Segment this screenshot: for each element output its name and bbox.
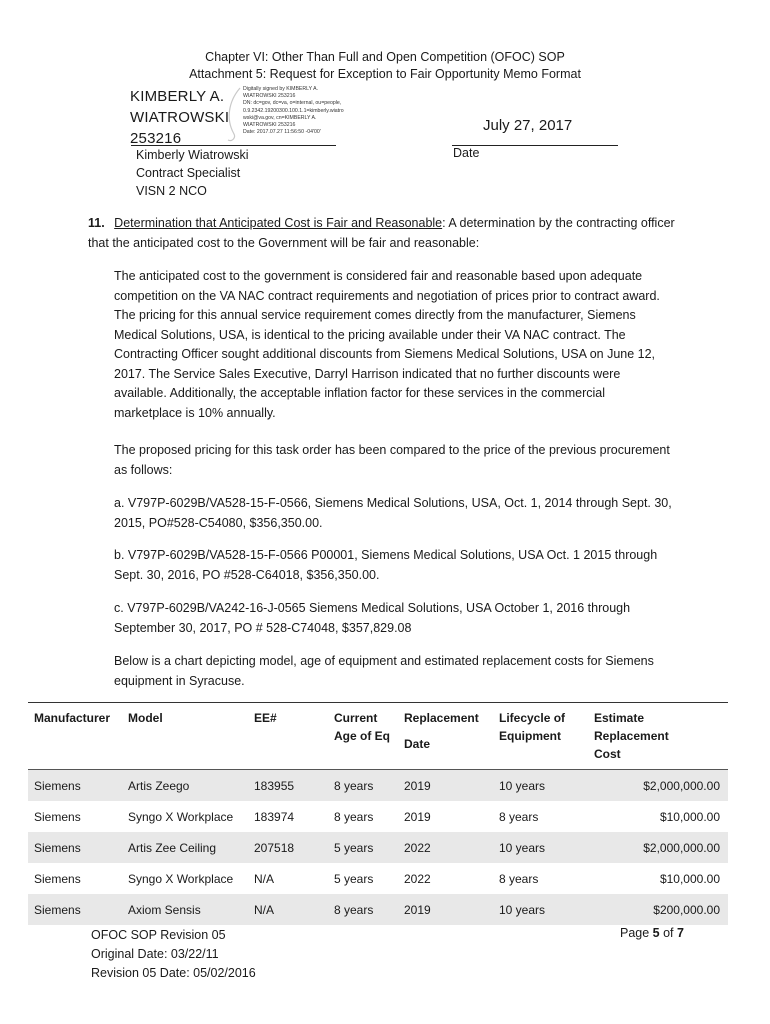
signer-info <box>136 146 249 200</box>
signature-name-line: 253216 <box>130 130 182 147</box>
header-attachment: Attachment 5: Request for Exception to Fair Opportunity Memo Format <box>189 67 581 81</box>
footer-line: OFOC SOP Revision 05 <box>91 928 226 942</box>
table-row: Siemens Syngo X Workplace 183974 8 years 2019 8 years $10,000.00 <box>34 809 720 824</box>
list-item-b: b. V797P-6029B/VA528-15-F-0566 P00001, Siemens Medical Solutions, USA Oct. 1 2015 through Sept. 30, 2016, PO #528-C64018, $356,350.00. <box>114 548 658 582</box>
section-11-heading <box>88 214 678 253</box>
col-replacement-date: Replacement Date <box>398 703 493 770</box>
section-title: Determination that Anticipated Cost is Fair and Reasonable <box>114 216 443 230</box>
signature-name-line: WIATROWSKI <box>130 109 230 126</box>
table-row: Siemens Syngo X Workplace N/A 5 years 2022 8 years $10,000.00 <box>34 871 720 886</box>
col-lifecycle: Lifecycle of Equipment <box>493 703 588 770</box>
header-chapter: Chapter VI: Other Than Full and Open Competition (OFOC) SOP <box>205 50 565 64</box>
list-item-a: a. V797P-6029B/VA528-15-F-0566, Siemens Medical Solutions, USA, Oct. 1, 2014 through Sept. 30, 2015, PO#528-C54080, $356,350.00. <box>114 496 672 530</box>
equipment-table <box>28 702 728 925</box>
section-intro: : A determination by the contracting officer that the anticipated cost to the Government will be fair and reasonable: <box>88 216 675 250</box>
footer-revision-info <box>91 926 256 983</box>
col-model: Model <box>122 703 248 770</box>
signer-title: Contract Specialist <box>136 166 241 180</box>
signature-name <box>130 86 229 149</box>
col-cost: Estimate Replacement Cost <box>588 703 728 770</box>
page-number: Page 5 of 7 <box>620 926 684 940</box>
paragraph-comparison: The proposed pricing for this task order has been compared to the price of the previous procurement as follows: <box>114 443 670 477</box>
list-item-c: c. V797P-6029B/VA242-16-J-0565 Siemens Medical Solutions, USA October 1, 2016 through September 30, 2017, PO # 528-C74048, $357,829.08 <box>114 601 631 635</box>
paragraph-fair-reasonable: The anticipated cost to the government is considered fair and reasonable based upon adequate competition on the VA NAC contract requirements and negotiation of prices prior to contract award. The pricing for this annual service requirement comes directly from the manufacturer, Siemens Medical Solutions, USA, is identical to the pricing available under their VA NAC contract. The Contracting Officer sought additional discounts from Siemens Medical Solutions, USA on June 12, 2017. The Service Sales Executive, Darryl Harrison indicated that no further discounts were available. Additionally, the acceptable inflation factor for these services in the commercial marketplace is 10% annually. <box>114 269 660 420</box>
col-age: Current Age of Eq <box>328 703 398 770</box>
paragraph-chart-intro: Below is a chart depicting model, age of equipment and estimated replacement costs for Siemens equipment in Syracuse. <box>114 654 654 688</box>
footer-line: Revision 05 Date: 05/02/2016 <box>91 966 256 980</box>
date-label: Date <box>453 146 480 160</box>
footer-line: Original Date: 03/22/11 <box>91 947 219 961</box>
section-number: 11. <box>88 216 105 230</box>
signature-name-line: KIMBERLY A. <box>130 88 225 105</box>
signature-date-value: July 27, 2017 <box>483 117 573 134</box>
table-row: Siemens Artis Zee Ceiling 207518 5 years 2022 10 years $2,000,000.00 <box>28 832 728 863</box>
digital-signature-details: Digitally signed by KIMBERLY A. WIATROWSKI 253216 DN: dc=gov, dc=va, o=internal, ou=people, 0.9.2342.19200300.100.1.1=kimberly.wiatro wski@va.gov, cn=KIMBERLY A. WIATROWSKI 253216 Date: 2017.07.27 11:56:50 -04'00' <box>243 86 344 136</box>
table-row: Siemens Artis Zeego 183955 8 years 2019 10 years $2,000,000.00 <box>28 770 728 802</box>
col-ee: EE# <box>248 703 328 770</box>
signer-org: VISN 2 NCO <box>136 184 207 198</box>
table-header-row <box>28 703 728 770</box>
col-manufacturer: Manufacturer <box>28 703 122 770</box>
signer-name: Kimberly Wiatrowski <box>136 148 249 162</box>
table-row: Siemens Axiom Sensis N/A 8 years 2019 10 years $200,000.00 <box>28 894 728 925</box>
